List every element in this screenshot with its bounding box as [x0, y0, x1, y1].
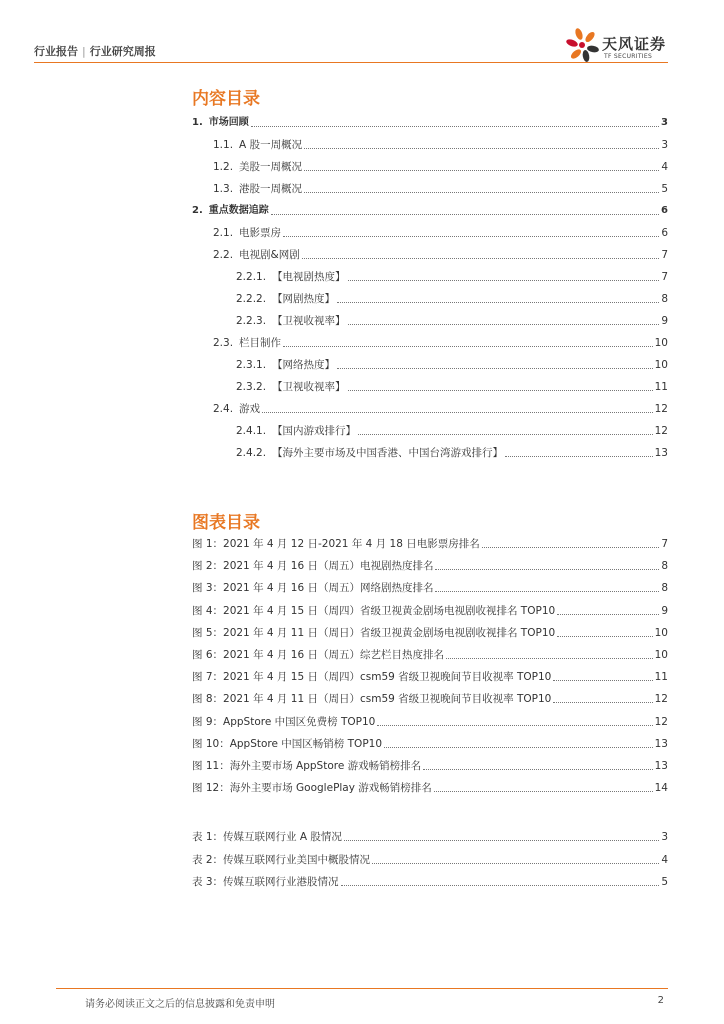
- logo-flower-icon: [566, 26, 600, 64]
- toc-entry-label: [192, 116, 249, 130]
- figure-entry-page: 8: [661, 582, 668, 595]
- toc-entry-page: 6: [661, 227, 668, 239]
- figure-entry-text: 图 3：2021 年 4 月 16 日（周五）网络剧热度排名: [192, 582, 434, 595]
- toc-entry-page: 3: [661, 139, 668, 151]
- toc-entry-text: 【卫视收视率】: [272, 381, 346, 393]
- toc-leader-dots: [348, 324, 660, 325]
- figure-leader-dots: [434, 791, 653, 792]
- company-logo: [566, 26, 686, 66]
- toc-entry-text: 市场回顾: [208, 117, 249, 128]
- figure-leader-dots: [435, 591, 659, 592]
- figure-entry-page: 7: [661, 538, 668, 550]
- figure-entry[interactable]: [192, 559, 668, 573]
- toc-entry[interactable]: [236, 292, 668, 306]
- toc-entry-text: 【网剧热度】: [272, 293, 336, 305]
- toc-entry-label: [213, 182, 302, 196]
- toc-entry-number: 1.1.: [213, 139, 234, 151]
- footer-disclaimer: 请务必阅读正文之后的信息披露和免责申明: [85, 999, 275, 1010]
- toc-entry[interactable]: [213, 402, 668, 416]
- toc-leader-dots: [348, 280, 660, 281]
- figure-entry-text: 图 7：2021 年 4 月 15 日（周四）csm59 省级卫视晚间节目收视率 TOP10: [192, 671, 552, 684]
- report-type-header: [34, 43, 156, 59]
- toc-entry-text: 港股一周概况: [239, 183, 303, 195]
- toc-entry[interactable]: [213, 248, 668, 262]
- toc-entry-text: 电视剧&网剧: [239, 249, 300, 261]
- figure-leader-dots: [446, 658, 653, 659]
- toc-leader-dots: [505, 456, 653, 457]
- toc-entry-label: [192, 204, 269, 218]
- figure-entry-page: 12: [654, 693, 668, 706]
- figure-entry-page: 10: [654, 649, 668, 661]
- footer-divider: [56, 988, 668, 989]
- figure-entry[interactable]: [192, 670, 668, 684]
- toc-leader-dots: [304, 148, 659, 149]
- toc-entry[interactable]: [213, 336, 668, 350]
- toc-entry-label: [213, 336, 281, 350]
- toc-entry-label: [213, 402, 260, 416]
- figure-leader-dots: [384, 747, 653, 748]
- table-leader-dots: [344, 840, 659, 841]
- table-entry[interactable]: [192, 853, 668, 867]
- toc-entry-number: 2.4.1.: [236, 425, 267, 437]
- toc-entry-number: 2.3.2.: [236, 381, 267, 393]
- toc-entry-label: [236, 314, 346, 328]
- toc-entry-number: 1.2.: [213, 161, 234, 173]
- figure-entry[interactable]: [192, 737, 668, 751]
- toc-leader-dots: [283, 236, 659, 237]
- figure-leader-dots: [553, 680, 652, 681]
- figure-entry-text: 图 11：海外主要市场 AppStore 游戏畅销榜排名: [192, 760, 422, 772]
- toc-entry-page: 12: [654, 403, 668, 415]
- toc-entry-page: 4: [661, 161, 668, 173]
- toc-entry-label: [236, 424, 356, 438]
- toc-entry-page: 7: [661, 271, 668, 283]
- toc-leader-dots: [337, 368, 653, 369]
- figure-entry[interactable]: [192, 537, 668, 551]
- toc-entry-number: 2.3.1.: [236, 359, 267, 371]
- toc-entry-text: 游戏: [239, 403, 261, 415]
- toc-entry-page: 5: [661, 183, 668, 195]
- figure-entry-page: 8: [661, 560, 668, 573]
- figure-entry[interactable]: [192, 715, 668, 729]
- figure-leader-dots: [435, 569, 659, 570]
- table-entry[interactable]: [192, 875, 668, 889]
- figure-entry-text: 图 8：2021 年 4 月 11 日（周日）csm59 省级卫视晚间节目收视率 TOP10: [192, 693, 552, 706]
- toc-entry-label: [236, 292, 335, 306]
- toc-entry-page: 9: [661, 315, 668, 327]
- toc-entry[interactable]: [236, 424, 668, 438]
- toc-entry-page: 6: [661, 205, 668, 216]
- figure-entry-page: 10: [654, 626, 668, 639]
- toc-entry-page: 11: [654, 381, 668, 393]
- figure-entry-page: 13: [654, 760, 668, 772]
- toc-entry-text: 栏目制作: [239, 337, 282, 349]
- figure-entry-page: 11: [654, 671, 668, 684]
- figure-entry[interactable]: [192, 626, 668, 640]
- figure-entry-text: 图 10：AppStore 中国区畅销榜 TOP10: [192, 737, 383, 750]
- table-entry-page: 4: [661, 853, 668, 866]
- toc-entry-label: [236, 380, 346, 394]
- toc-entry[interactable]: [236, 446, 668, 460]
- toc-entry-page: 10: [654, 359, 668, 371]
- toc-entry-number: 2.: [192, 205, 203, 216]
- toc-entry[interactable]: [213, 138, 668, 152]
- table-entry-text: 表 1：传媒互联网行业 A 股情况: [192, 831, 342, 843]
- toc-leader-dots: [304, 192, 659, 193]
- toc-entry-number: 2.2.3.: [236, 315, 267, 327]
- table-entry-page: 5: [661, 876, 668, 888]
- figures-title: 图表目录: [192, 513, 260, 533]
- toc-entry[interactable]: [236, 380, 668, 394]
- figure-entry[interactable]: [192, 648, 668, 662]
- figure-entry-text: 图 9：AppStore 中国区免费榜 TOP10: [192, 715, 376, 728]
- toc-entry-text: 【国内游戏排行】: [272, 425, 357, 437]
- toc-leader-dots: [337, 302, 659, 303]
- toc-leader-dots: [302, 258, 660, 259]
- figure-entry[interactable]: [192, 581, 668, 595]
- figure-entry-text: 图 6：2021 年 4 月 16 日（周五）综艺栏目热度排名: [192, 649, 444, 661]
- toc-entry-label: [213, 160, 302, 174]
- toc-entry-label: [213, 138, 302, 152]
- table-entry-text: 表 2：传媒互联网行业美国中概股情况: [192, 853, 371, 866]
- logo-company-name-en: TF SECURITIES: [604, 53, 653, 60]
- toc-entry[interactable]: [192, 116, 668, 130]
- figure-entry-text: 图 5：2021 年 4 月 11 日（周日）省级卫视黄金剧场电视剧收视排名 TOP10: [192, 626, 556, 639]
- toc-entry[interactable]: [236, 314, 668, 328]
- toc-entry-text: 电影票房: [239, 227, 282, 239]
- toc-entry-number: 2.2.2.: [236, 293, 267, 305]
- toc-entry-text: 美股一周概况: [239, 161, 303, 173]
- toc-entry-text: 【网络热度】: [272, 359, 336, 371]
- figure-entry-page: 13: [654, 737, 668, 750]
- table-leader-dots: [341, 885, 660, 886]
- table-entry[interactable]: [192, 830, 668, 844]
- figure-entry[interactable]: [192, 759, 668, 773]
- figure-leader-dots: [482, 547, 660, 548]
- figure-entry-page: 9: [661, 604, 668, 617]
- toc-entry-text: 【电视剧热度】: [272, 271, 346, 283]
- figure-leader-dots: [377, 725, 652, 726]
- figure-entry-text: 图 4：2021 年 4 月 15 日（周四）省级卫视黄金剧场电视剧收视排名 TOP10: [192, 604, 556, 617]
- table-leader-dots: [372, 863, 659, 864]
- figure-leader-dots: [557, 614, 659, 615]
- figure-entry[interactable]: [192, 604, 668, 618]
- toc-entry-label: [236, 358, 335, 372]
- report-subcategory-label: 行业研究周报: [89, 45, 156, 58]
- toc-entry-number: 2.4.2.: [236, 447, 267, 459]
- toc-leader-dots: [251, 126, 659, 127]
- figure-entry-text: 图 12：海外主要市场 GooglePlay 游戏畅销榜排名: [192, 782, 432, 795]
- toc-entry-page: 13: [654, 447, 668, 459]
- toc-leader-dots: [348, 390, 653, 391]
- toc-entry-text: 【卫视收视率】: [272, 315, 346, 327]
- toc-entry-number: 1.3.: [213, 183, 234, 195]
- figure-leader-dots: [423, 769, 652, 770]
- toc-entry-label: [213, 226, 281, 240]
- toc-entry-number: 2.4.: [213, 403, 234, 415]
- toc-entry-number: 2.1.: [213, 227, 234, 239]
- toc-entry-number: 2.2.1.: [236, 271, 267, 283]
- toc-entry[interactable]: [213, 182, 668, 196]
- table-entry-text: 表 3：传媒互联网行业港股情况: [192, 876, 339, 888]
- toc-entry-page: 7: [661, 249, 668, 261]
- toc-leader-dots: [262, 412, 653, 413]
- toc-entry[interactable]: [192, 204, 668, 218]
- toc-leader-dots: [283, 346, 653, 347]
- toc-entry[interactable]: [213, 226, 668, 240]
- figure-entry-page: 14: [654, 782, 668, 795]
- figure-entry-page: 12: [654, 715, 668, 728]
- figure-leader-dots: [553, 702, 652, 703]
- toc-entry-number: 1.: [192, 117, 203, 128]
- figure-entry-text: 图 2：2021 年 4 月 16 日（周五）电视剧热度排名: [192, 560, 434, 573]
- toc-title: 内容目录: [192, 89, 260, 109]
- toc-entry[interactable]: [213, 160, 668, 174]
- header-separator: |: [82, 45, 86, 58]
- toc-entry-text: A 股一周概况: [239, 139, 303, 151]
- page-number: 2: [657, 995, 664, 1006]
- figure-leader-dots: [557, 636, 652, 637]
- toc-leader-dots: [358, 434, 653, 435]
- toc-entry-label: [236, 446, 503, 460]
- header-divider: [34, 62, 668, 63]
- figure-entry[interactable]: [192, 781, 668, 795]
- toc-entry-text: 【海外主要市场及中国香港、中国台湾游戏排行】: [272, 447, 504, 459]
- toc-entry-label: [213, 248, 300, 262]
- toc-entry[interactable]: [236, 270, 668, 284]
- report-category-label: 行业报告: [34, 45, 78, 58]
- toc-entry[interactable]: [236, 358, 668, 372]
- table-entry-page: 3: [661, 831, 668, 843]
- toc-entry-text: 重点数据追踪: [208, 205, 269, 216]
- toc-entry-number: 2.3.: [213, 337, 234, 349]
- figure-entry[interactable]: [192, 692, 668, 706]
- toc-entry-page: 12: [654, 425, 668, 437]
- toc-entry-page: 10: [654, 337, 668, 349]
- logo-company-name: 天风证券: [602, 35, 667, 53]
- toc-entry-page: 3: [661, 117, 668, 128]
- figure-entry-text: 图 1：2021 年 4 月 12 日-2021 年 4 月 18 日电影票房排名: [192, 538, 480, 550]
- toc-leader-dots: [304, 170, 659, 171]
- toc-leader-dots: [271, 214, 659, 215]
- toc-entry-page: 8: [661, 293, 668, 305]
- toc-entry-number: 2.2.: [213, 249, 234, 261]
- toc-entry-label: [236, 270, 346, 284]
